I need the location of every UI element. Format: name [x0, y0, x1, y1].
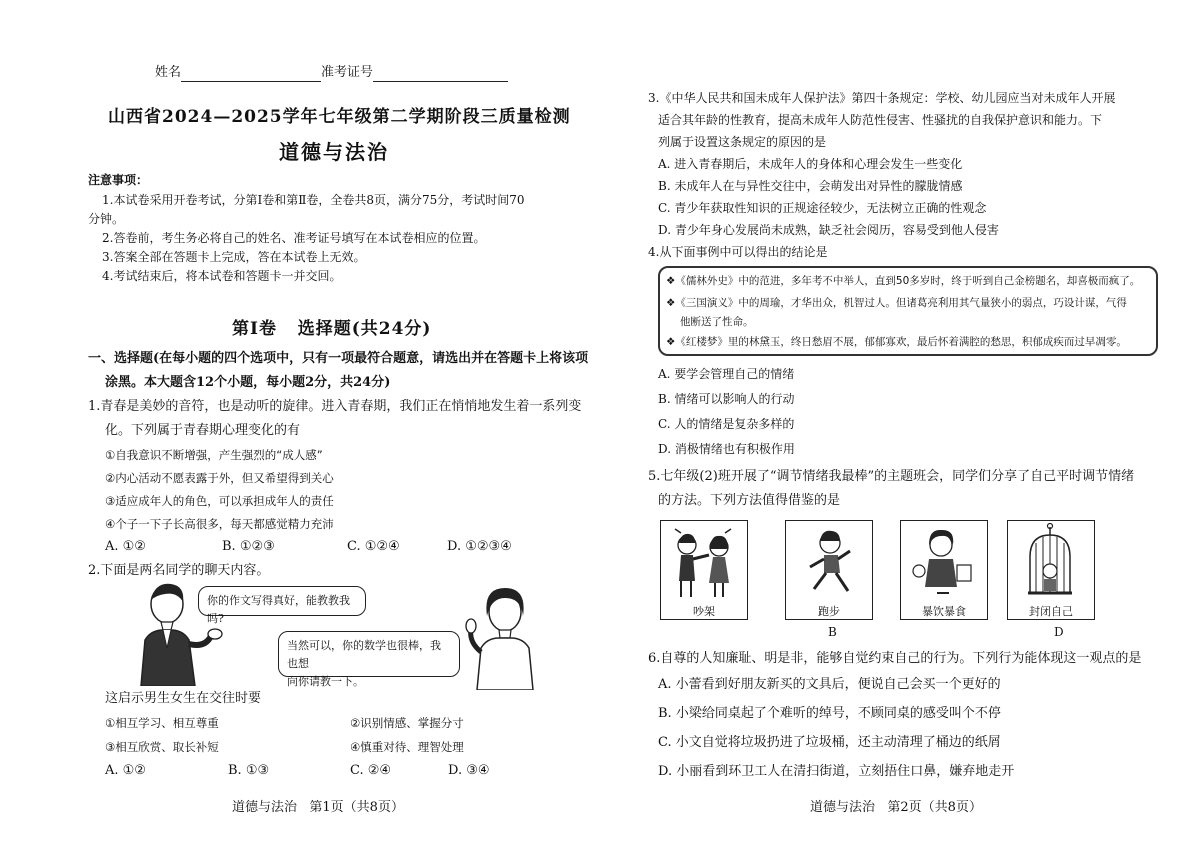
q1-item-1: ①自我意识不断增强，产生强烈的“成人感” — [105, 448, 323, 462]
q3-stem-3: 列属于设置这条规定的原因的是 — [658, 135, 827, 149]
q1-stem-2: 化。下列属于青春期心理变化的有 — [105, 423, 301, 438]
q1-option-a[interactable]: A. ①② — [105, 539, 146, 554]
q3-option-a[interactable]: A. 进入青春期后，未成年人的身体和心理会发生一些变化 — [658, 157, 963, 171]
q5-letter-d: D — [1054, 625, 1064, 639]
name-blank — [181, 69, 321, 82]
q4-stem: 4.从下面事例中可以得出的结论是 — [648, 245, 828, 259]
q4-story-2b: 他断送了性命。 — [680, 316, 754, 328]
q5-caption-b: 跑步 — [818, 605, 840, 618]
q3-stem-2: 适合其年龄的性教育，提高未成年人防范性侵害、性骚扰的自我保护意识和能力。下 — [658, 113, 1103, 127]
notice-line-2: 分钟。 — [88, 212, 125, 226]
q1-option-c[interactable]: C. ①②④ — [347, 539, 400, 554]
notice-line-3: 2.答卷前，考生务必将自己的姓名、准考证号填写在本试卷相应的位置。 — [102, 231, 486, 245]
q1-item-4: ④个子一下子长高很多，每天都感觉精力充沛 — [105, 517, 334, 531]
page-2 — [600, 0, 1200, 849]
q4-option-a[interactable]: A. 要学会管理自己的情绪 — [658, 367, 795, 381]
q5-stem-1: 5.七年级(2)班开展了“调节情绪我最棒”的主题班会，同学们分享了自己平时调节情绪 — [648, 469, 1135, 484]
q4-story-1: ❖《儒林外史》中的范进，多年考不中举人，直到50多岁时，终于听到自己金榜题名，却喜极而疯了。 — [666, 275, 1141, 287]
q5-picture-b[interactable] — [785, 520, 873, 620]
section-desc-1: 一、选择题(在每小题的四个选项中，只有一项最符合题意，请选出并在答题卡上将该项 — [88, 351, 589, 366]
q6-option-a[interactable]: A. 小蕾看到好朋友新买的文具后，便说自己会买一个更好的 — [658, 677, 1001, 692]
exam-title: 山西省2024—2025学年七年级第二学期阶段三质量检测 — [108, 107, 571, 127]
q5-caption-c: 暴饮暴食 — [922, 605, 966, 618]
q3-stem-1: 3.《中华人民共和国未成年人保护法》第四十条规定：学校、幼儿园应当对未成年人开展 — [648, 91, 1116, 105]
q5-picture-a[interactable] — [660, 520, 748, 620]
q1-stem-1: 1.青春是美妙的音符，也是动听的旋律。进入青春期，我们正在悄悄地发生着一系列变 — [88, 399, 582, 414]
q1-option-d[interactable]: D. ①②③④ — [447, 539, 512, 554]
id-blank — [373, 69, 508, 82]
q2-item-1: ①相互学习、相互尊重 — [105, 716, 219, 730]
q1-item-3: ③适应成年人的角色，可以承担成年人的责任 — [105, 494, 334, 508]
subject-title: 道德与法治 — [279, 140, 389, 164]
section-desc-2: 涂黑。本大题含12个小题，每小题2分，共24分) — [105, 375, 391, 390]
q2-tail: 这启示男生女生在交往时要 — [105, 691, 262, 706]
q5-letter-b: B — [828, 625, 837, 639]
speech-bubble-girl — [278, 631, 460, 688]
notice-line-4: 3.答案全部在答题卡上完成，答在本试卷上无效。 — [102, 250, 366, 264]
q1-option-b[interactable]: B. ①②③ — [222, 539, 275, 554]
page-2-footer: 道德与法治 第2页（共8页） — [810, 800, 982, 815]
q3-option-b[interactable]: B. 未成年人在与异性交往中，会萌发出对异性的朦胧情感 — [658, 179, 963, 193]
notice-line-1: 1.本试卷采用开卷考试，分第Ⅰ卷和第Ⅱ卷，全卷共8页，满分75分，考试时间70 — [102, 193, 525, 207]
q6-option-d[interactable]: D. 小丽看到环卫工人在清扫街道，立刻捂住口鼻，嫌弃地走开 — [658, 764, 1015, 779]
q6-stem: 6.自尊的人知廉耻、明是非，能够自觉约束自己的行为。下列行为能体现这一观点的是 — [648, 651, 1142, 666]
q5-picture-d[interactable] — [1007, 520, 1095, 620]
girl-illustration — [455, 582, 555, 690]
q5-caption-a: 吵架 — [693, 605, 715, 618]
overeating-icon — [901, 521, 986, 601]
q3-option-c[interactable]: C. 青少年获取性知识的正规途径较少，无法树立正确的性观念 — [658, 201, 987, 215]
q1-item-2: ②内心活动不愿表露于外，但又希望得到关心 — [105, 471, 334, 485]
q2-option-d[interactable]: D. ③④ — [448, 763, 490, 778]
q4-story-2a: ❖《三国演义》中的周瑜，才华出众，机智过人。但诸葛亮利用其气量狭小的弱点，巧设计谋，气得 — [666, 297, 1127, 309]
q4-option-d[interactable]: D. 消极情绪也有积极作用 — [658, 442, 795, 456]
quarrel-icon — [661, 521, 746, 601]
q6-option-c[interactable]: C. 小文自觉将垃圾扔进了垃圾桶，还主动清理了桶边的纸屑 — [658, 735, 1001, 750]
q4-option-b[interactable]: B. 情绪可以影响人的行动 — [658, 392, 795, 406]
q6-option-b[interactable]: B. 小梁给同桌起了个难听的绰号，不顾同桌的感受叫个不停 — [658, 706, 1001, 721]
notice-line-5: 4.考试结束后，将本试卷和答题卡一并交回。 — [102, 269, 342, 283]
q5-caption-d: 封闭自己 — [1029, 605, 1073, 618]
q2-stem: 2.下面是两名同学的聊天内容。 — [88, 563, 270, 578]
speech-bubble-girl-text-1: 当然可以，你的数学也很棒，我也想 — [287, 639, 441, 670]
q2-option-b[interactable]: B. ①③ — [228, 763, 270, 778]
section-title: 第Ⅰ卷 选择题(共24分) — [232, 319, 432, 339]
q5-stem-2: 的方法。下列方法值得借鉴的是 — [658, 493, 841, 508]
q2-option-c[interactable]: C. ②④ — [350, 763, 392, 778]
q2-option-a[interactable]: A. ①② — [105, 763, 146, 778]
birdcage-icon — [1008, 521, 1093, 601]
q4-option-c[interactable]: C. 人的情绪是复杂多样的 — [658, 417, 795, 431]
running-icon — [786, 521, 871, 601]
speech-bubble-girl-text-2: 向你请教一下。 — [287, 675, 364, 688]
header-fields — [155, 64, 508, 82]
q4-story-3: ❖《红楼梦》里的林黛玉，终日愁眉不展，郁郁寡欢，最后怀着满腔的愁思，积郁成疾而过早凋零。 — [666, 336, 1127, 348]
q3-option-d[interactable]: D. 青少年身心发展尚未成熟，缺乏社会阅历，容易受到他人侵害 — [658, 223, 999, 237]
q5-picture-c[interactable] — [900, 520, 988, 620]
q2-item-2: ②识别情感、掌握分寸 — [350, 716, 464, 730]
speech-bubble-boy-text: 你的作文写得真好，能教教我吗? — [207, 594, 350, 625]
q2-item-4: ④慎重对待、理智处理 — [350, 740, 464, 754]
speech-bubble-boy — [198, 586, 366, 625]
notice-title: 注意事项： — [88, 173, 149, 187]
name-label: 姓名 — [155, 65, 182, 80]
q2-item-3: ③相互欣赏、取长补短 — [105, 740, 219, 754]
id-label: 准考证号 — [321, 65, 374, 80]
page-1-footer: 道德与法治 第1页（共8页） — [232, 800, 404, 815]
